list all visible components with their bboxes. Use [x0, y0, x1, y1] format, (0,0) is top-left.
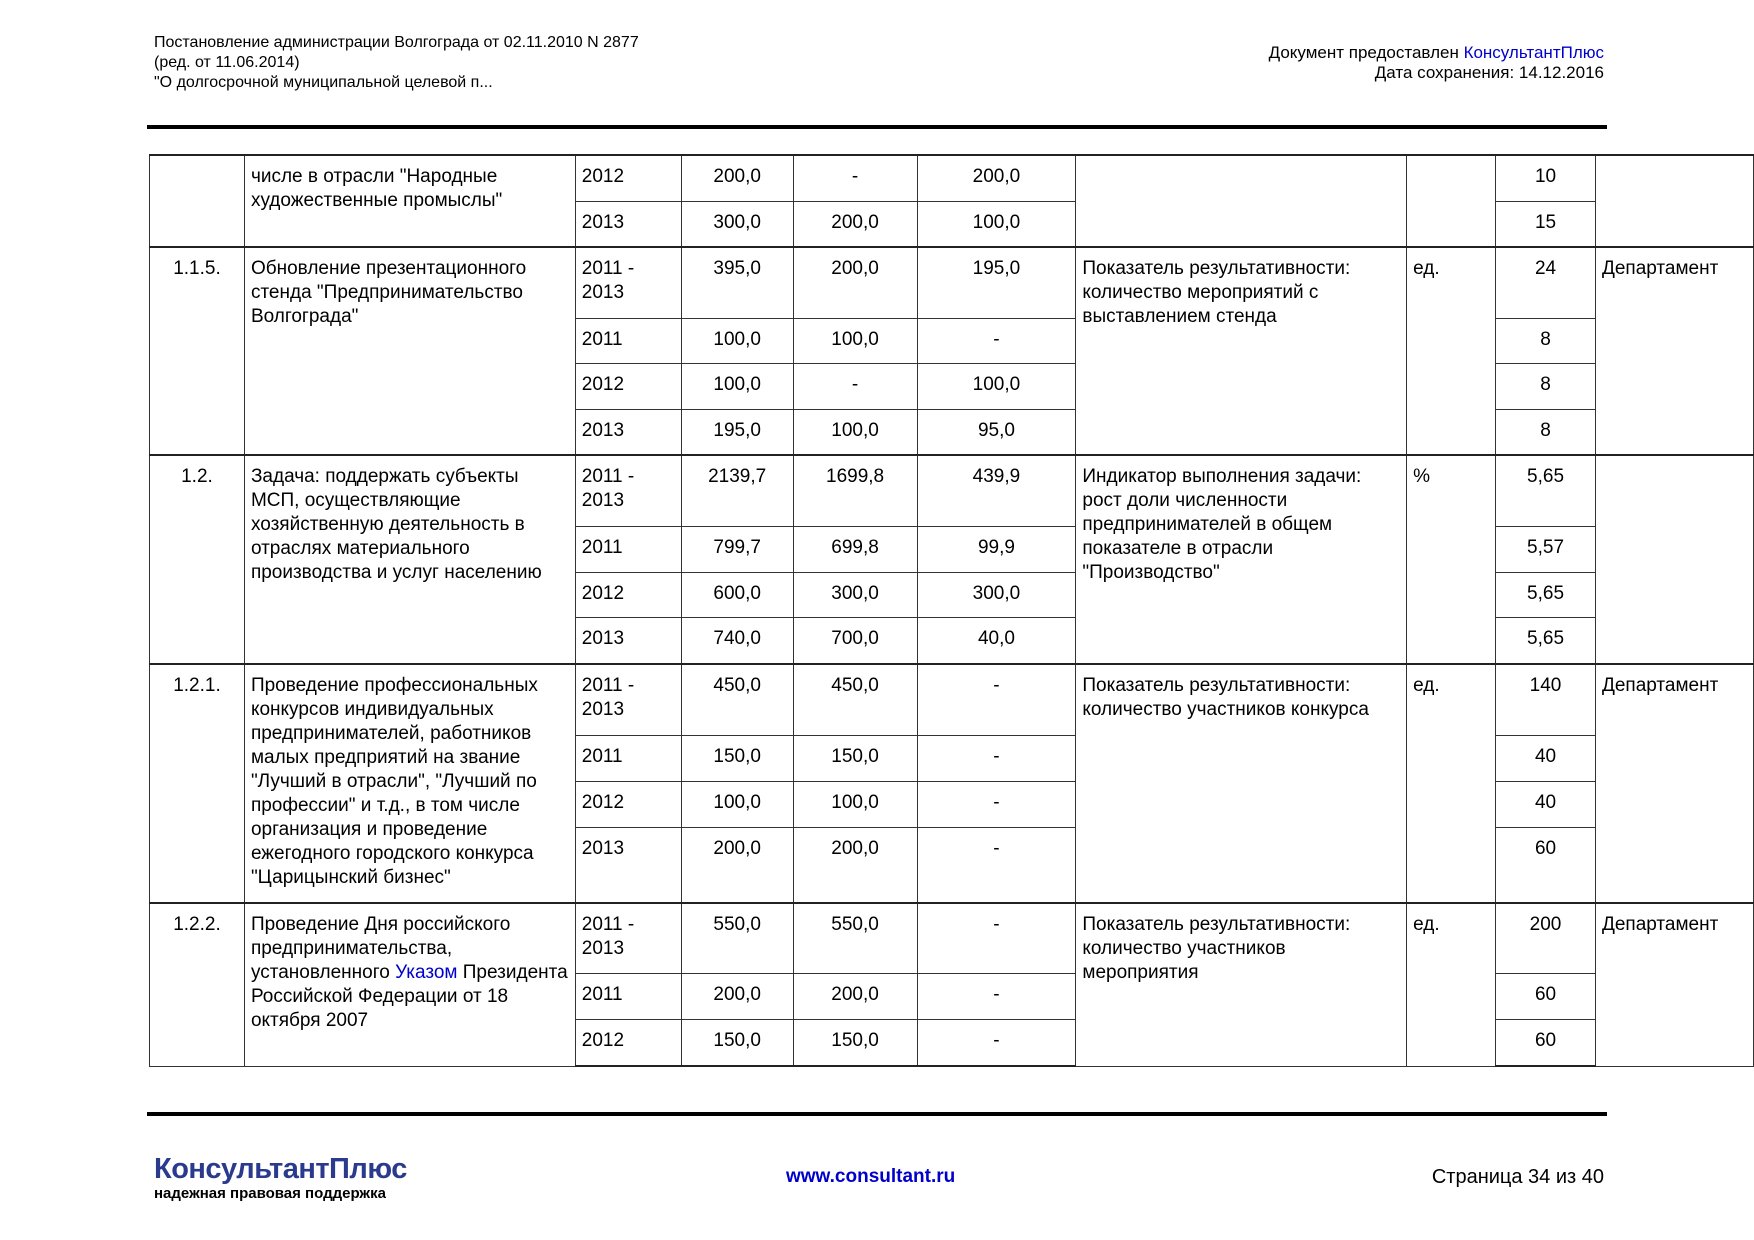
indicator-value-cell: 5,65: [1496, 617, 1596, 664]
table-row: [150, 903, 1754, 973]
year-cell: 2011: [575, 973, 681, 1019]
indicator-cell: Показатель результативности: количество участников мероприятия: [1076, 903, 1407, 1066]
logo-name: КонсультантПлюс: [154, 1153, 407, 1185]
item-number: 1.2.: [150, 455, 245, 664]
local-cell: 99,9: [917, 526, 1076, 572]
federal-cell: 200,0: [793, 201, 917, 247]
footer-divider: [147, 1112, 1607, 1116]
total-cell: 799,7: [681, 526, 793, 572]
local-cell: 40,0: [917, 617, 1076, 664]
local-cell: -: [917, 827, 1076, 903]
year-cell: 2011: [575, 526, 681, 572]
year-cell: 2012: [575, 572, 681, 617]
provided-by-label: Документ предоставлен: [1268, 43, 1464, 62]
indicator-value-cell: 40: [1496, 735, 1596, 781]
federal-cell: 200,0: [793, 827, 917, 903]
responsible-cell: Департамент: [1595, 903, 1753, 1066]
federal-cell: 100,0: [793, 409, 917, 455]
year-cell: 2013: [575, 409, 681, 455]
indicator-value-cell: 60: [1496, 973, 1596, 1019]
total-cell: 195,0: [681, 409, 793, 455]
responsible-cell: Департамент: [1595, 247, 1753, 455]
year-cell: 2011: [575, 735, 681, 781]
total-cell: 300,0: [681, 201, 793, 247]
table-row: [150, 664, 1754, 735]
federal-cell: 550,0: [793, 903, 917, 973]
doc-title-line: (ред. от 11.06.2014): [154, 54, 300, 71]
indicator-value-cell: 5,65: [1496, 572, 1596, 617]
indicator-value-cell: 40: [1496, 781, 1596, 827]
save-date: Дата сохранения: 14.12.2016: [1374, 63, 1604, 82]
program-table: [149, 154, 1754, 1067]
local-cell: 200,0: [917, 155, 1076, 201]
table-row: [150, 247, 1754, 318]
year-cell: 2012: [575, 155, 681, 201]
provider-link[interactable]: КонсультантПлюс: [1463, 43, 1604, 62]
year-cell: 2012: [575, 363, 681, 409]
federal-cell: 200,0: [793, 247, 917, 318]
year-cell: 2013: [575, 201, 681, 247]
total-cell: 600,0: [681, 572, 793, 617]
item-name: [244, 903, 575, 1066]
year-cell: 2013: [575, 617, 681, 664]
total-cell: 450,0: [681, 664, 793, 735]
indicator-value-cell: 200: [1496, 903, 1596, 973]
federal-cell: 100,0: [793, 781, 917, 827]
doc-title-line: Постановление администрации Волгограда от 02.11.2010 N 2877: [154, 34, 639, 51]
indicator-value-cell: 5,57: [1496, 526, 1596, 572]
indicator-value-cell: 140: [1496, 664, 1596, 735]
item-name-text: Проведение Дня российского предпринимательства, установленного: [250, 914, 511, 983]
total-cell: 200,0: [681, 827, 793, 903]
item-name: Обновление презентационного стенда "Предпринимательство Волгограда": [244, 247, 575, 455]
unit-cell: ед.: [1407, 247, 1496, 455]
local-cell: -: [917, 781, 1076, 827]
year-cell: 2012: [575, 1019, 681, 1066]
local-cell: -: [917, 973, 1076, 1019]
item-number: 1.1.5.: [150, 247, 245, 455]
federal-cell: 700,0: [793, 617, 917, 664]
indicator-value-cell: 60: [1496, 827, 1596, 903]
item-name: Проведение профессиональных конкурсов индивидуальных предпринимателей, работников малых предприятий на звание "Лучший в отрасли", "Лучший по профессии" и т.д., в том числе организация и проведение ежегодного городского конкурса "Царицынский бизнес": [244, 664, 575, 903]
total-cell: 395,0: [681, 247, 793, 318]
total-cell: 150,0: [681, 1019, 793, 1066]
total-cell: 200,0: [681, 973, 793, 1019]
local-cell: -: [917, 735, 1076, 781]
total-cell: 200,0: [681, 155, 793, 201]
responsible-cell: [1595, 455, 1753, 664]
total-cell: 2139,7: [681, 455, 793, 526]
indicator-value-cell: 60: [1496, 1019, 1596, 1066]
unit-cell: ед.: [1407, 903, 1496, 1066]
year-cell: 2011 - 2013: [575, 455, 681, 526]
local-cell: -: [917, 664, 1076, 735]
federal-cell: 300,0: [793, 572, 917, 617]
federal-cell: -: [793, 363, 917, 409]
federal-cell: 200,0: [793, 973, 917, 1019]
federal-cell: 150,0: [793, 1019, 917, 1066]
local-cell: -: [917, 318, 1076, 363]
item-number: 1.2.2.: [150, 903, 245, 1066]
federal-cell: 699,8: [793, 526, 917, 572]
total-cell: 150,0: [681, 735, 793, 781]
year-cell: 2011: [575, 318, 681, 363]
federal-cell: -: [793, 155, 917, 201]
total-cell: 550,0: [681, 903, 793, 973]
year-cell: 2011 - 2013: [575, 903, 681, 973]
item-number: [150, 155, 245, 247]
local-cell: -: [917, 903, 1076, 973]
indicator-value-cell: 10: [1496, 155, 1596, 201]
item-name: Задача: поддержать субъекты МСП, осуществляющие хозяйственную деятельность в отраслях материального производства и услуг населению: [244, 455, 575, 664]
indicator-cell: Показатель результативности: количество участников конкурса: [1076, 664, 1407, 903]
local-cell: 100,0: [917, 363, 1076, 409]
unit-cell: %: [1407, 455, 1496, 664]
local-cell: 195,0: [917, 247, 1076, 318]
year-cell: 2013: [575, 827, 681, 903]
federal-cell: 1699,8: [793, 455, 917, 526]
table-row: [150, 155, 1754, 201]
doc-title-line: "О долгосрочной муниципальной целевой п...: [154, 74, 493, 91]
page-number: Страница 34 из 40: [1431, 1166, 1604, 1188]
logo-tagline: надежная правовая поддержка: [154, 1185, 386, 1202]
responsible-cell: [1595, 155, 1753, 247]
provider-info: [1269, 43, 1604, 83]
total-cell: 100,0: [681, 363, 793, 409]
decree-link[interactable]: Указом: [395, 962, 458, 983]
local-cell: -: [917, 1019, 1076, 1066]
indicator-value-cell: 8: [1496, 318, 1596, 363]
indicator-value-cell: 15: [1496, 201, 1596, 247]
unit-cell: [1407, 155, 1496, 247]
consultant-logo: [154, 1153, 407, 1203]
local-cell: 95,0: [917, 409, 1076, 455]
federal-cell: 100,0: [793, 318, 917, 363]
table-row: [150, 455, 1754, 526]
local-cell: 439,9: [917, 455, 1076, 526]
total-cell: 100,0: [681, 318, 793, 363]
local-cell: 100,0: [917, 201, 1076, 247]
indicator-value-cell: 8: [1496, 409, 1596, 455]
year-cell: 2011 - 2013: [575, 247, 681, 318]
indicator-cell: [1076, 155, 1407, 247]
unit-cell: ед.: [1407, 664, 1496, 903]
header-divider: [147, 125, 1607, 129]
total-cell: 740,0: [681, 617, 793, 664]
federal-cell: 450,0: [793, 664, 917, 735]
year-cell: 2012: [575, 781, 681, 827]
indicator-value-cell: 24: [1496, 247, 1596, 318]
document-title: [154, 33, 639, 93]
item-name: числе в отрасли "Народные художественные промыслы": [244, 155, 575, 247]
total-cell: 100,0: [681, 781, 793, 827]
item-name-text: Президента Российской Федерации от 18 октября 2007: [250, 962, 568, 1031]
indicator-value-cell: 8: [1496, 363, 1596, 409]
indicator-cell: Индикатор выполнения задачи: рост доли численности предпринимателей в общем показателе в отрасли "Производство": [1076, 455, 1407, 664]
item-number: 1.2.1.: [150, 664, 245, 903]
federal-cell: 150,0: [793, 735, 917, 781]
local-cell: 300,0: [917, 572, 1076, 617]
indicator-cell: Показатель результативности: количество мероприятий с выставлением стенда: [1076, 247, 1407, 455]
responsible-cell: Департамент: [1595, 664, 1753, 903]
website-link[interactable]: www.consultant.ru: [786, 1166, 956, 1187]
year-cell: 2011 - 2013: [575, 664, 681, 735]
indicator-value-cell: 5,65: [1496, 455, 1596, 526]
